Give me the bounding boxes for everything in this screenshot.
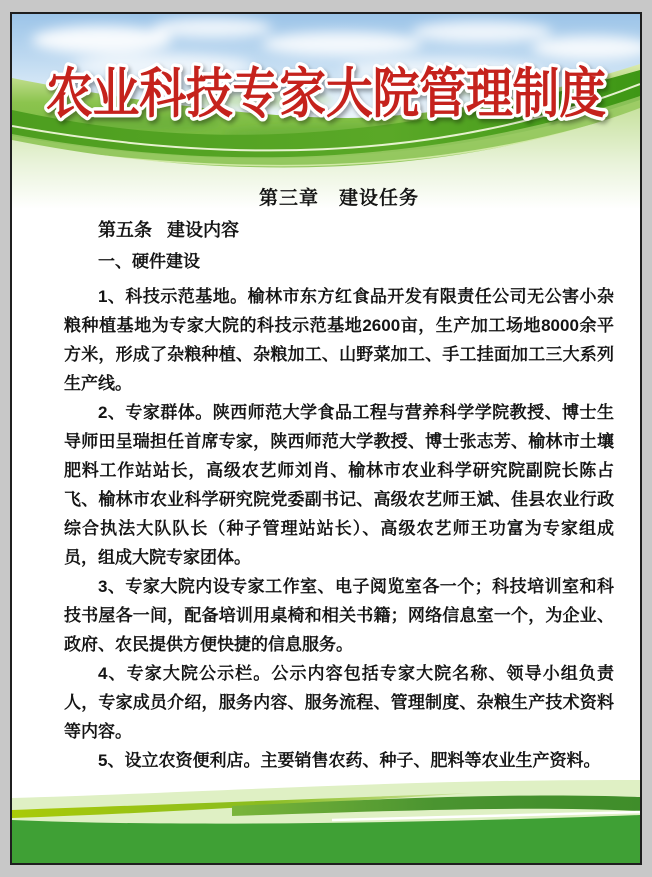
poster-page [10, 12, 642, 865]
article-number: 第五条 [98, 220, 152, 240]
body-paragraph: 4、专家大院公示栏。公示内容包括专家大院名称、领导小组负责人，专家成员介绍，服务内容、服务流程、管理制度、杂粮生产技术资料等内容。 [64, 664, 614, 741]
body-paragraph: 2、专家群体。陕西师范大学食品工程与营养科学学院教授、博士生导师田呈瑞担任首席专家，陕西师范大学教授、博士张志芳、榆林市土壤肥料工作站站长，高级农艺师刘肖、榆林市农业科学研究院副院长陈占飞、榆林市农业科学研究院党委副书记、高级农艺师王斌、佳县农业行政综合执法大队队长（种子管理站站长）、高级农艺师王功富为专家组成员，组成大院专家团体。 [64, 403, 614, 567]
body-paragraph: 5、设立农资便利店。主要销售农药、种子、肥料等农业生产资料。 [98, 751, 601, 770]
body-paragraph: 1、科技示范基地。榆林市东方红食品开发有限责任公司无公害小杂粮种植基地为专家大院的科技示范基地2600亩，生产加工场地8000余平方米，形成了杂粮种植、杂粮加工、山野菜加工、手工挂面加工三大系列生产线。 [64, 287, 614, 393]
footer-banner [12, 771, 640, 863]
section-heading: 一、硬件建设 [98, 252, 200, 271]
body-paragraph: 3、专家大院内设专家工作室、电子阅览室各一个；科技培训室和科技书屋各一间，配备培训用桌椅和相关书籍；网络信息室一个，为企业、政府、农民提供方便快捷的信息服务。 [64, 577, 614, 654]
document-body [64, 186, 614, 775]
header-banner [12, 14, 640, 209]
article-heading [64, 218, 614, 243]
poster-title: 农业科技专家大院管理制度 [46, 64, 606, 124]
article-title: 建设内容 [167, 220, 239, 240]
chapter-heading: 第三章 建设任务 [258, 188, 419, 209]
